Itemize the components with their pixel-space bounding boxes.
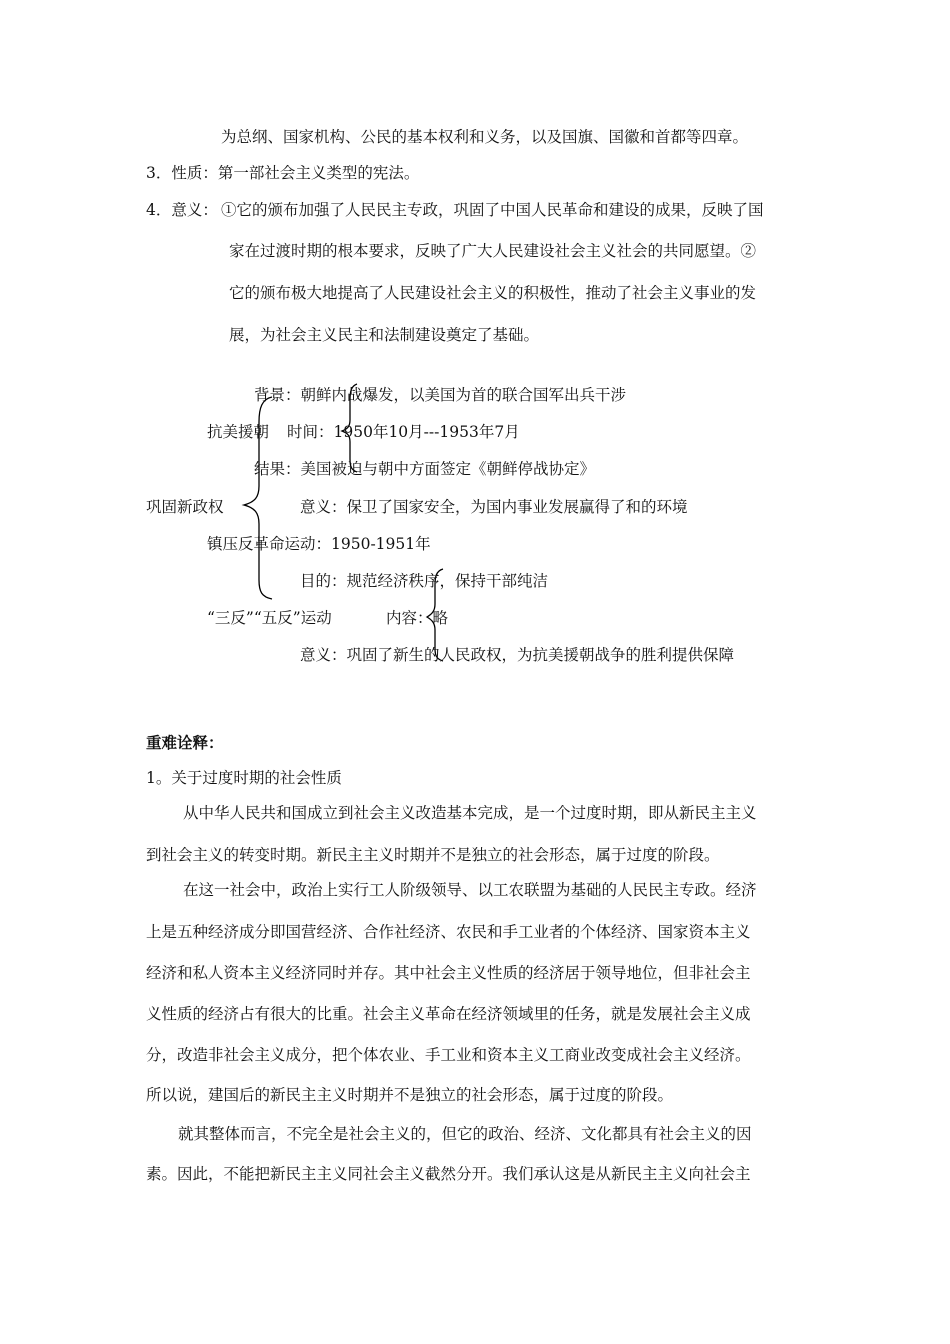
explanation-line: 素。因此，不能把新民主主义同社会主义截然分开。我们承认这是从新民主主义向社会主 bbox=[146, 1165, 751, 1183]
constitution-meaning-label: 4．意义： bbox=[146, 201, 218, 219]
explanation-heading: 重难诠释： bbox=[146, 733, 224, 752]
explanation-line: 义性质的经济占有很大的比重。社会主义革命在经济领域里的任务，就是发展社会主义成 bbox=[146, 1005, 751, 1023]
war-meaning: 意义：保卫了国家安全，为国内事业发展赢得了和的环境 bbox=[300, 498, 688, 516]
explanation-line: 就其整体而言，不完全是社会主义的，但它的政治、经济、文化都具有社会主义的因 bbox=[178, 1125, 752, 1143]
explanation-line: 分，改造非社会主义成分，把个体农业、手工业和资本主义工商业改变成社会主义经济。 bbox=[146, 1046, 751, 1064]
war-result: 结果：美国被迫与朝中方面签定《朝鲜停战协定》 bbox=[254, 460, 596, 478]
diagram-root: 巩固新政权 bbox=[146, 498, 224, 516]
suppression-movement: 镇压反革命运动：1950-1951年 bbox=[207, 535, 431, 553]
constitution-meaning-line: ①它的颁布加强了人民民主专政，巩固了中国人民革命和建设的成果，反映了国 bbox=[221, 201, 764, 219]
explanation-line: 上是五种经济成分即国营经济、合作社经济、农民和手工业者的个体经济、国家资本主义 bbox=[146, 923, 751, 941]
explanation-line: 到社会主义的转变时期。新民主主义时期并不是独立的社会形态，属于过度的阶段。 bbox=[146, 846, 720, 864]
explanation-line: 在这一社会中，政治上实行工人阶级领导、以工农联盟为基础的人民民主专政。经济 bbox=[183, 881, 757, 899]
constitution-nature: 3．性质：第一部社会主义类型的宪法。 bbox=[146, 164, 420, 182]
constitution-meaning-line: 展，为社会主义民主和法制建设奠定了基础。 bbox=[229, 326, 540, 344]
three-anti-purpose: 目的：规范经济秩序，保持干部纯洁 bbox=[300, 572, 549, 590]
three-anti-title: “三反”“五反”运动 bbox=[207, 609, 332, 627]
explanation-line: 所以说，建国后的新民主主义时期并不是独立的社会形态，属于过度的阶段。 bbox=[146, 1086, 674, 1104]
constitution-meaning-line: 家在过渡时期的根本要求，反映了广大人民建设社会主义社会的共同愿望。② bbox=[229, 242, 757, 260]
war-background: 背景：朝鲜内战爆发，以美国为首的联合国军出兵干涉 bbox=[254, 386, 627, 404]
three-anti-content: 内容：略 bbox=[386, 609, 449, 627]
explanation-line: 经济和私人资本主义经济同时并存。其中社会主义性质的经济居于领导地位，但非社会主 bbox=[146, 964, 751, 982]
constitution-line-0: 为总纲、国家机构、公民的基本权利和义务，以及国旗、国徽和首都等四章。 bbox=[221, 128, 749, 146]
constitution-meaning-line: 它的颁布极大地提高了人民建设社会主义的积极性，推动了社会主义事业的发 bbox=[229, 284, 757, 302]
explanation-line: 从中华人民共和国成立到社会主义改造基本完成，是一个过度时期，即从新民主主义 bbox=[183, 804, 757, 822]
three-anti-meaning: 意义：巩固了新生的人民政权，为抗美援朝战争的胜利提供保障 bbox=[300, 646, 735, 664]
war-title: 抗美援朝 bbox=[207, 423, 270, 441]
war-time: 时间：1950年10月---1953年7月 bbox=[287, 423, 520, 441]
explanation-item1-title: 1。关于过度时期的社会性质 bbox=[146, 769, 342, 787]
